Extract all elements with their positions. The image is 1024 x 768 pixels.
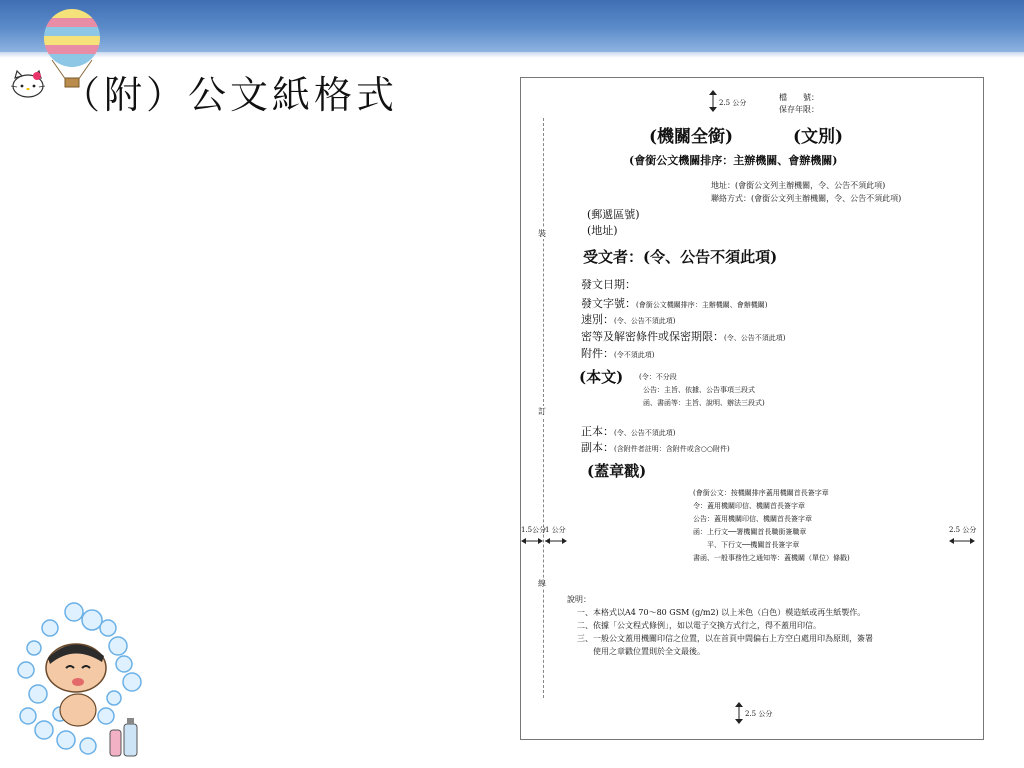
note-1: 一、本格式以A4 70～80 GSM (g/m2) 以上米色（白色）模造紙或再生紙製作。 [577, 608, 866, 617]
address-line: 地址：(會銜公文列主辦機關，令、公告不須此項) [711, 181, 886, 190]
bottom-margin-label: 2.5 公分 [745, 710, 773, 718]
note-4: 使用之章戳位置則於全文最後。 [577, 647, 705, 656]
address: (地址) [587, 224, 618, 237]
original-label: 正本： [581, 425, 614, 438]
seal-note-4: 函：上行文──署機關首長職銜簽職章 [693, 528, 807, 536]
right-margin-arrow-icon [949, 537, 975, 545]
note-2: 二、依據「公文程式條例」，如以電子交換方式行之，得不蓋用印信。 [577, 621, 821, 630]
seal-note-5: 平、下行文──機關首長簽字章 [693, 541, 800, 549]
seal-note-1: (會銜公文：按機關排序蓋用機關首長簽字章 [693, 489, 829, 497]
binding-char-xian: 線 [538, 579, 546, 588]
binding-char-ding: 訂 [538, 407, 546, 416]
original-note: (令、公告不須此項) [614, 429, 676, 437]
agency-name: (機關全銜) [649, 127, 734, 147]
security-note: (令、公告不須此項) [724, 334, 786, 342]
top-margin-label: 2.5 公分 [719, 99, 747, 107]
issue-date: 發文日期： [581, 278, 636, 291]
security-label: 密等及解密條件或保密期限： [581, 330, 724, 343]
joint-order-note: (會銜公文機關排序：主辦機關、會辦機關) [629, 154, 838, 167]
body-note-3: 函、書函等：主旨、說明、辦法三段式) [643, 399, 765, 407]
postal-code: (郵遞區號) [587, 208, 640, 221]
top-margin-arrow-icon [707, 90, 719, 112]
retention-field: 保存年限： [779, 105, 819, 114]
body-label: (本文) [579, 368, 624, 386]
issue-number-label: 發文字號： [581, 297, 636, 310]
recipient-note: (令、公告不須此項) [643, 248, 778, 266]
seal-label: (蓋章戳) [587, 462, 647, 480]
copy-note: (含附件者註明：含附件或含○○附件) [614, 445, 730, 453]
header-bar [0, 0, 1024, 52]
seal-note-3: 公告：蓋用機關印信、機關首長簽字章 [693, 515, 812, 523]
bubble-bath-cartoon-icon [14, 598, 148, 764]
bottom-margin-arrow-icon [733, 702, 745, 724]
issue-number-note: (會銜公文機關排序：主辦機關、會辦機關) [636, 301, 768, 309]
hello-kitty-icon [8, 68, 48, 100]
seal-note-6: 書函、一般事務性之通知等：蓋機關（單位）條戳) [693, 554, 850, 562]
recipient-label: 受文者： [583, 248, 644, 266]
attachment-label: 附件： [581, 347, 614, 360]
document-page [520, 77, 984, 740]
left-margin-arrow-icon [521, 537, 567, 545]
attachment-note: (令不須此項) [614, 351, 655, 359]
binding-char-zhuang: 裝 [538, 229, 546, 238]
notes-title: 說明： [567, 595, 591, 604]
right-margin-label: 2.5 公分 [949, 526, 977, 534]
speed-note: (令、公告不須此項) [614, 317, 676, 325]
contact-line: 聯絡方式：(會銜公文列主辦機關，令、公告不須此項) [711, 194, 902, 203]
document-type: (文別) [793, 127, 844, 147]
note-3: 三、一般公文蓋用機關印信之位置，以在首頁中間偏右上方空白處用印為原則，簽署 [577, 634, 873, 643]
body-note-2: 公告：主旨、依據、公告事項三段式 [643, 386, 755, 394]
seal-note-2: 令：蓋用機關印信、機關首長簽字章 [693, 502, 805, 510]
speed-label: 速別： [581, 313, 614, 326]
body-note-1: (令：不分段 [639, 373, 677, 381]
left-outer-margin-label: 1.5公分 [521, 526, 547, 534]
copy-label: 副本： [581, 441, 614, 454]
left-inner-margin-label: 1 公分 [545, 526, 566, 534]
file-number-field: 檔 號： [779, 93, 819, 102]
slide-title: （附）公文紙格式 [62, 73, 399, 117]
